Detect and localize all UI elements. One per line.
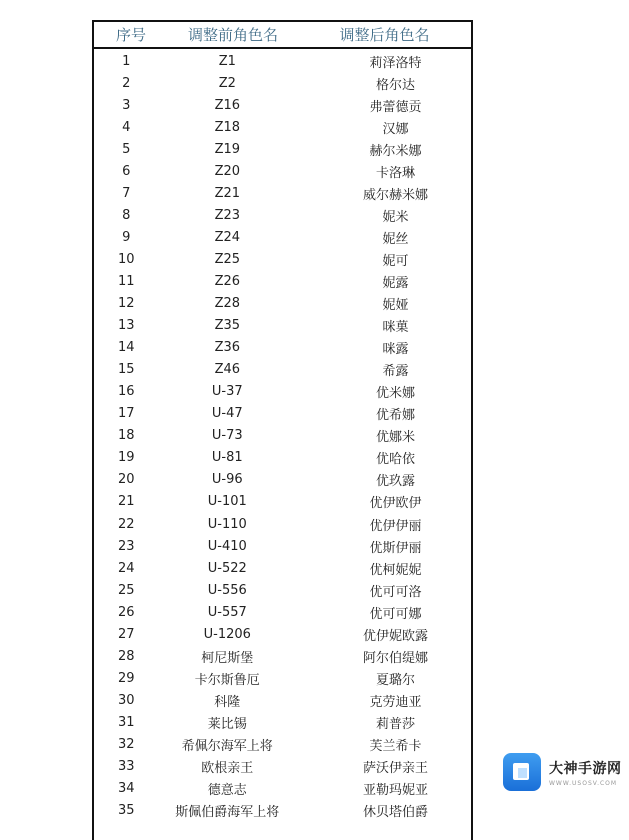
- table-row: [94, 248, 471, 270]
- header-after-name: 调整后角色名: [339, 26, 430, 44]
- table-row: [94, 182, 471, 204]
- table-row: [94, 337, 471, 359]
- row-index: 15: [118, 362, 135, 378]
- row-index: 5: [122, 141, 131, 157]
- row-after-name: 优娜米: [376, 430, 416, 446]
- row-before-name: 卡尔斯鲁厄: [194, 672, 260, 688]
- row-before-name: U-101: [207, 494, 247, 510]
- row-after-name: 优伊妮欧露: [363, 628, 429, 644]
- row-after-name: 莉普莎: [376, 716, 416, 732]
- row-before-name: Z28: [214, 296, 241, 312]
- row-index: 20: [118, 472, 135, 488]
- row-index: 3: [122, 97, 131, 113]
- row-before-name: U-1206: [203, 626, 251, 642]
- row-after-name: 夏璐尔: [376, 672, 416, 688]
- table-row: [94, 557, 471, 579]
- watermark-url: WWW.USOSV.COM: [549, 779, 618, 787]
- table-row: [94, 579, 471, 601]
- row-after-name: 希露: [382, 364, 409, 380]
- row-before-name: Z36: [214, 340, 241, 356]
- row-before-name: 欧根亲王: [201, 761, 254, 777]
- row-index: 24: [118, 560, 135, 576]
- table-row: [94, 204, 471, 226]
- row-index: 25: [118, 582, 135, 598]
- table-row: [94, 359, 471, 381]
- table-row: [94, 447, 471, 469]
- row-after-name: 弗蕾德贡: [369, 99, 422, 115]
- table-row: [94, 778, 471, 800]
- row-after-name: 阿尔伯缇娜: [363, 650, 429, 666]
- row-before-name: U-73: [211, 428, 243, 444]
- row-index: 12: [118, 296, 135, 312]
- row-before-name: Z26: [214, 273, 241, 289]
- row-index: 33: [118, 759, 135, 775]
- row-after-name: 芙兰希卡: [369, 738, 422, 754]
- row-index: 17: [118, 406, 135, 422]
- row-before-name: Z1: [218, 53, 236, 69]
- row-before-name: Z46: [214, 362, 241, 378]
- table-row: [94, 756, 471, 778]
- row-after-name: 妮米: [382, 209, 409, 225]
- row-index: 26: [118, 604, 135, 620]
- table-row: [94, 226, 471, 248]
- row-after-name: 克劳迪亚: [369, 694, 422, 710]
- row-after-name: 威尔赫米娜: [363, 187, 429, 203]
- row-before-name: 德意志: [207, 783, 247, 799]
- row-before-name: U-81: [211, 450, 243, 466]
- row-before-name: Z24: [214, 229, 241, 245]
- row-index: 1: [122, 53, 131, 69]
- rename-table: [92, 20, 473, 840]
- row-after-name: 优可可洛: [369, 584, 422, 600]
- watermark-text: [549, 758, 622, 787]
- row-index: 18: [118, 428, 135, 444]
- row-before-name: U-557: [207, 604, 247, 620]
- row-after-name: 妮丝: [382, 231, 409, 247]
- row-after-name: 亚勒玛妮亚: [363, 783, 429, 799]
- row-index: 9: [122, 229, 131, 245]
- row-before-name: Z19: [214, 141, 241, 157]
- row-index: 2: [122, 75, 131, 91]
- row-index: 22: [118, 516, 135, 532]
- table-row: [94, 535, 471, 557]
- row-before-name: U-556: [207, 582, 247, 598]
- row-before-name: Z35: [214, 318, 241, 334]
- row-before-name: U-410: [207, 538, 247, 554]
- row-after-name: 咪菓: [382, 320, 409, 336]
- row-after-name: 妮可: [382, 253, 409, 269]
- row-after-name: 汉娜: [382, 121, 409, 137]
- row-after-name: 妮露: [382, 275, 409, 291]
- row-after-name: 优哈依: [376, 452, 416, 468]
- row-before-name: U-110: [207, 516, 247, 532]
- table-row: [94, 667, 471, 689]
- row-before-name: U-522: [207, 560, 247, 576]
- table-row: [94, 315, 471, 337]
- table-row: [94, 689, 471, 711]
- table-row: [94, 50, 471, 72]
- row-after-name: 优米娜: [376, 386, 416, 402]
- row-index: 13: [118, 318, 135, 334]
- table-row: [94, 800, 471, 822]
- header-before-name: 调整前角色名: [187, 26, 278, 44]
- row-after-name: 优伊伊丽: [369, 518, 422, 534]
- watermark: [503, 753, 622, 791]
- row-after-name: 格尔达: [376, 77, 416, 93]
- row-after-name: 卡洛琳: [376, 165, 416, 181]
- row-before-name: U-47: [211, 406, 243, 422]
- row-before-name: 莱比锡: [207, 716, 247, 732]
- row-index: 6: [122, 163, 131, 179]
- row-after-name: 优柯妮妮: [369, 562, 422, 578]
- row-before-name: 柯尼斯堡: [201, 650, 254, 666]
- row-index: 30: [118, 692, 135, 708]
- row-after-name: 优玖露: [376, 474, 416, 490]
- table-row: [94, 160, 471, 182]
- table-row: [94, 733, 471, 755]
- row-after-name: 优伊欧伊: [369, 496, 422, 512]
- table-body: [94, 49, 471, 822]
- row-before-name: Z25: [214, 251, 241, 267]
- row-before-name: 希佩尔海军上将: [181, 738, 273, 754]
- row-index: 11: [118, 273, 135, 289]
- row-after-name: 优希娜: [376, 408, 416, 424]
- row-index: 14: [118, 340, 135, 356]
- row-index: 19: [118, 450, 135, 466]
- table-row: [94, 645, 471, 667]
- row-index: 21: [118, 494, 135, 510]
- cube-bag-icon: [503, 753, 541, 791]
- table-row: [94, 601, 471, 623]
- table-row: [94, 403, 471, 425]
- row-after-name: 优可可娜: [369, 606, 422, 622]
- table-row: [94, 94, 471, 116]
- row-before-name: 科隆: [214, 694, 241, 710]
- row-before-name: U-96: [211, 472, 243, 488]
- row-index: 31: [118, 714, 135, 730]
- row-before-name: Z16: [214, 97, 241, 113]
- table-header: [94, 22, 471, 49]
- watermark-title: 大神手游网: [549, 760, 622, 777]
- row-before-name: U-37: [211, 384, 243, 400]
- row-after-name: 休贝塔伯爵: [363, 805, 429, 821]
- table-row: [94, 293, 471, 315]
- table-row: [94, 623, 471, 645]
- row-index: 10: [118, 251, 135, 267]
- row-index: 16: [118, 384, 135, 400]
- table-row: [94, 425, 471, 447]
- table-row: [94, 116, 471, 138]
- header-index: 序号: [115, 26, 146, 44]
- row-index: 35: [118, 803, 135, 819]
- row-after-name: 妮娅: [382, 298, 409, 314]
- row-index: 32: [118, 736, 135, 752]
- row-index: 34: [118, 781, 135, 797]
- row-index: 23: [118, 538, 135, 554]
- cube-shape: [513, 763, 529, 780]
- row-before-name: Z21: [214, 185, 241, 201]
- table-row: [94, 138, 471, 160]
- table-row: [94, 711, 471, 733]
- table-row: [94, 270, 471, 292]
- row-before-name: Z20: [214, 163, 241, 179]
- row-after-name: 咪露: [382, 342, 409, 358]
- row-index: 4: [122, 119, 131, 135]
- row-before-name: Z2: [218, 75, 236, 91]
- row-before-name: 斯佩伯爵海军上将: [175, 805, 280, 821]
- table-row: [94, 72, 471, 94]
- row-index: 28: [118, 648, 135, 664]
- row-after-name: 莉泽洛特: [369, 55, 422, 71]
- row-index: 7: [122, 185, 131, 201]
- row-index: 27: [118, 626, 135, 642]
- table-row: [94, 513, 471, 535]
- row-after-name: 赫尔米娜: [369, 143, 422, 159]
- table-row: [94, 381, 471, 403]
- row-after-name: 优斯伊丽: [369, 540, 422, 556]
- row-index: 29: [118, 670, 135, 686]
- row-after-name: 萨沃伊亲王: [363, 761, 429, 777]
- row-before-name: Z18: [214, 119, 241, 135]
- row-before-name: Z23: [214, 207, 241, 223]
- table-row: [94, 469, 471, 491]
- row-index: 8: [122, 207, 131, 223]
- table-row: [94, 491, 471, 513]
